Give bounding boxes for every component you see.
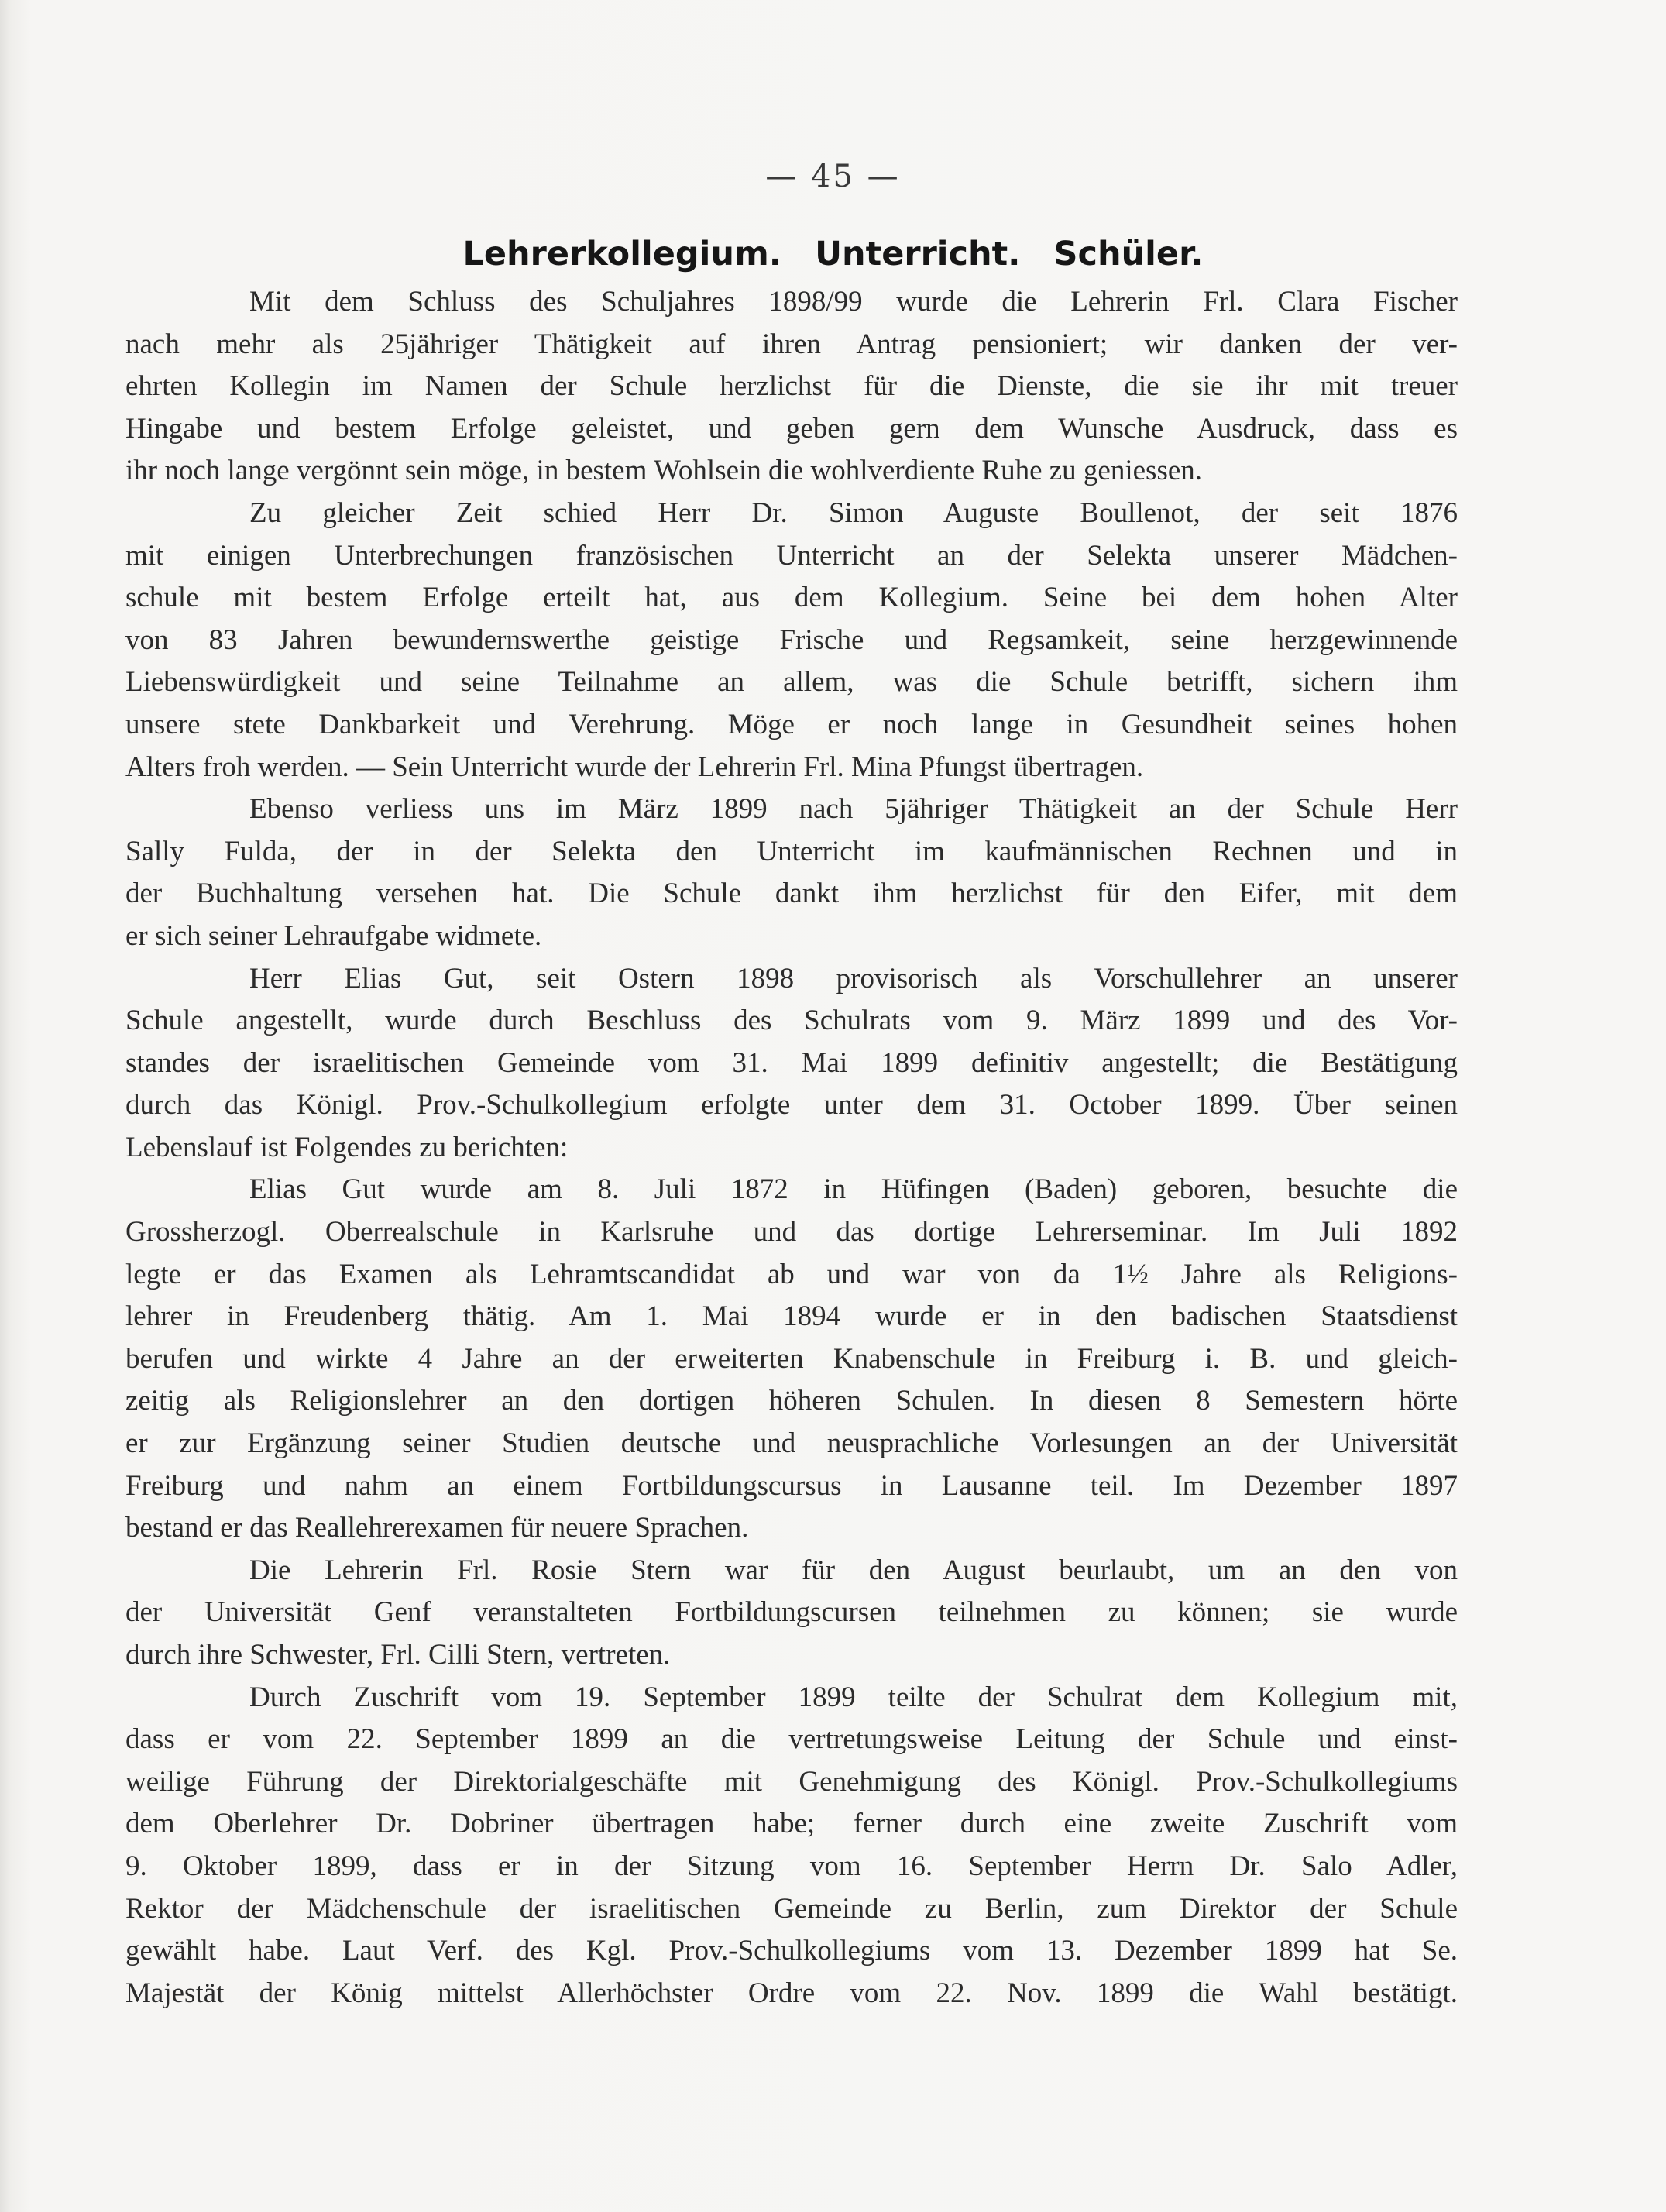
text-line: unsere stete Dankbarkeit und Verehrung. Möge er noch lange in Gesundheit seines hohen	[125, 708, 1458, 740]
text-line: Herr Elias Gut, seit Ostern 1898 provisorisch als Vorschullehrer an unserer	[249, 962, 1458, 994]
text-line: ihr noch lange vergönnt sein möge, in bestem Wohlsein die wohlverdiente Ruhe zu geniessen.	[125, 455, 1203, 487]
text-line: bestand er das Reallehrerexamen für neuere Sprachen.	[125, 1512, 749, 1544]
text-line: der Universität Genf veranstalteten Fortbildungscursen teilnehmen zu können; sie wurde	[125, 1596, 1458, 1629]
text-line: Majestät der König mittelst Allerhöchster Ordre vom 22. Nov. 1899 die Wahl bestätigt.	[125, 1977, 1458, 2009]
text-line: Grossherzogl. Oberrealschule in Karlsruhe und das dortige Lehrerseminar. Im Juli 1892	[125, 1216, 1458, 1249]
heading-part: Unterricht.	[815, 235, 1021, 273]
text-line: Rektor der Mädchenschule der israelitischen Gemeinde zu Berlin, zum Direktor der Schule	[125, 1892, 1458, 1925]
text-line: standes der israelitischen Gemeinde vom 31. Mai 1899 definitiv angestellt; die Bestätigung	[125, 1046, 1458, 1079]
section-heading	[0, 235, 1666, 273]
text-line: Zu gleicher Zeit schied Herr Dr. Simon Auguste Boullenot, der seit 1876	[249, 496, 1458, 529]
text-line: von 83 Jahren bewundernswerthe geistige Frische und Regsamkeit, seine herzgewinnende	[125, 623, 1458, 656]
text-line: Durch Zuschrift vom 19. September 1899 teilte der Schulrat dem Kollegium mit,	[249, 1681, 1458, 1713]
text-line: lehrer in Freudenberg thätig. Am 1. Mai 1894 wurde er in den badischen Staatsdienst	[125, 1300, 1458, 1333]
body-text	[125, 281, 1458, 2014]
text-line: schule mit bestem Erfolge erteilt hat, aus dem Kollegium. Seine bei dem hohen Alter	[125, 582, 1458, 614]
text-line: durch ihre Schwester, Frl. Cilli Stern, vertreten.	[125, 1639, 671, 1671]
heading-part: Lehrerkollegium.	[462, 235, 782, 273]
text-line: dem Oberlehrer Dr. Dobriner übertragen habe; ferner durch eine zweite Zuschrift vom	[125, 1808, 1458, 1840]
text-line: er zur Ergänzung seiner Studien deutsche und neusprachliche Vorlesungen an der Universität	[125, 1427, 1458, 1460]
text-line: durch das Königl. Prov.-Schulkollegium erfolgte unter dem 31. October 1899. Über seinen	[125, 1089, 1458, 1121]
text-line: Mit dem Schluss des Schuljahres 1898/99 wurde die Lehrerin Frl. Clara Fischer	[249, 286, 1458, 318]
text-line: ehrten Kollegin im Namen der Schule herzlichst für die Dienste, die sie ihr mit treuer	[125, 370, 1458, 403]
text-line: Sally Fulda, der in der Selekta den Unterricht im kaufmännischen Rechnen und in	[125, 835, 1458, 867]
text-line: Freiburg und nahm an einem Fortbildungscursus in Lausanne teil. Im Dezember 1897	[125, 1469, 1458, 1502]
text-line: weilige Führung der Direktorialgeschäfte mit Genehmigung des Königl. Prov.-Schulkollegiums	[125, 1765, 1458, 1798]
text-line: Hingabe und bestem Erfolge geleistet, und geben gern dem Wunsche Ausdruck, dass es	[125, 412, 1458, 445]
page-number: — 45 —	[765, 159, 901, 194]
text-line: berufen und wirkte 4 Jahre an der erweiterten Knabenschule in Freiburg i. B. und gleich-	[125, 1342, 1458, 1375]
text-line: Lebenslauf ist Folgendes zu berichten:	[125, 1131, 569, 1163]
text-line: 9. Oktober 1899, dass er in der Sitzung vom 16. September Herrn Dr. Salo Adler,	[125, 1850, 1458, 1882]
text-line: Liebenswürdigkeit und seine Teilnahme an allem, was die Schule betrifft, sichern ihm	[125, 666, 1458, 699]
text-line: der Buchhaltung versehen hat. Die Schule dankt ihm herzlichst für den Eifer, mit dem	[125, 878, 1458, 910]
text-line: Ebenso verliess uns im März 1899 nach 5jähriger Thätigkeit an der Schule Herr	[249, 793, 1458, 826]
text-line: nach mehr als 25jähriger Thätigkeit auf ihren Antrag pensioniert; wir danken der ver-	[125, 328, 1458, 360]
text-line: Alters froh werden. — Sein Unterricht wurde der Lehrerin Frl. Mina Pfungst übertragen.	[125, 750, 1144, 783]
text-line: Die Lehrerin Frl. Rosie Stern war für den August beurlaubt, um an den von	[249, 1554, 1458, 1586]
text-line: zeitig als Religionslehrer an den dortigen höheren Schulen. In diesen 8 Semestern hörte	[125, 1385, 1458, 1417]
text-line: mit einigen Unterbrechungen französischen Unterricht an der Selekta unserer Mädchen-	[125, 539, 1458, 572]
text-line: dass er vom 22. September 1899 an die vertretungsweise Leitung der Schule und einst-	[125, 1723, 1458, 1756]
text-line: er sich seiner Lehraufgabe widmete.	[125, 919, 542, 952]
text-line: Schule angestellt, wurde durch Beschluss des Schulrats vom 9. März 1899 und des Vor-	[125, 1005, 1458, 1037]
text-line: Elias Gut wurde am 8. Juli 1872 in Hüfingen (Baden) geboren, besuchte die	[249, 1173, 1458, 1206]
heading-part: Schüler.	[1053, 235, 1204, 273]
text-line: legte er das Examen als Lehramtscandidat ab und war von da 1½ Jahre als Religions-	[125, 1258, 1458, 1290]
text-line: gewählt habe. Laut Verf. des Kgl. Prov.-Schulkollegiums vom 13. Dezember 1899 hat Se.	[125, 1935, 1458, 1967]
